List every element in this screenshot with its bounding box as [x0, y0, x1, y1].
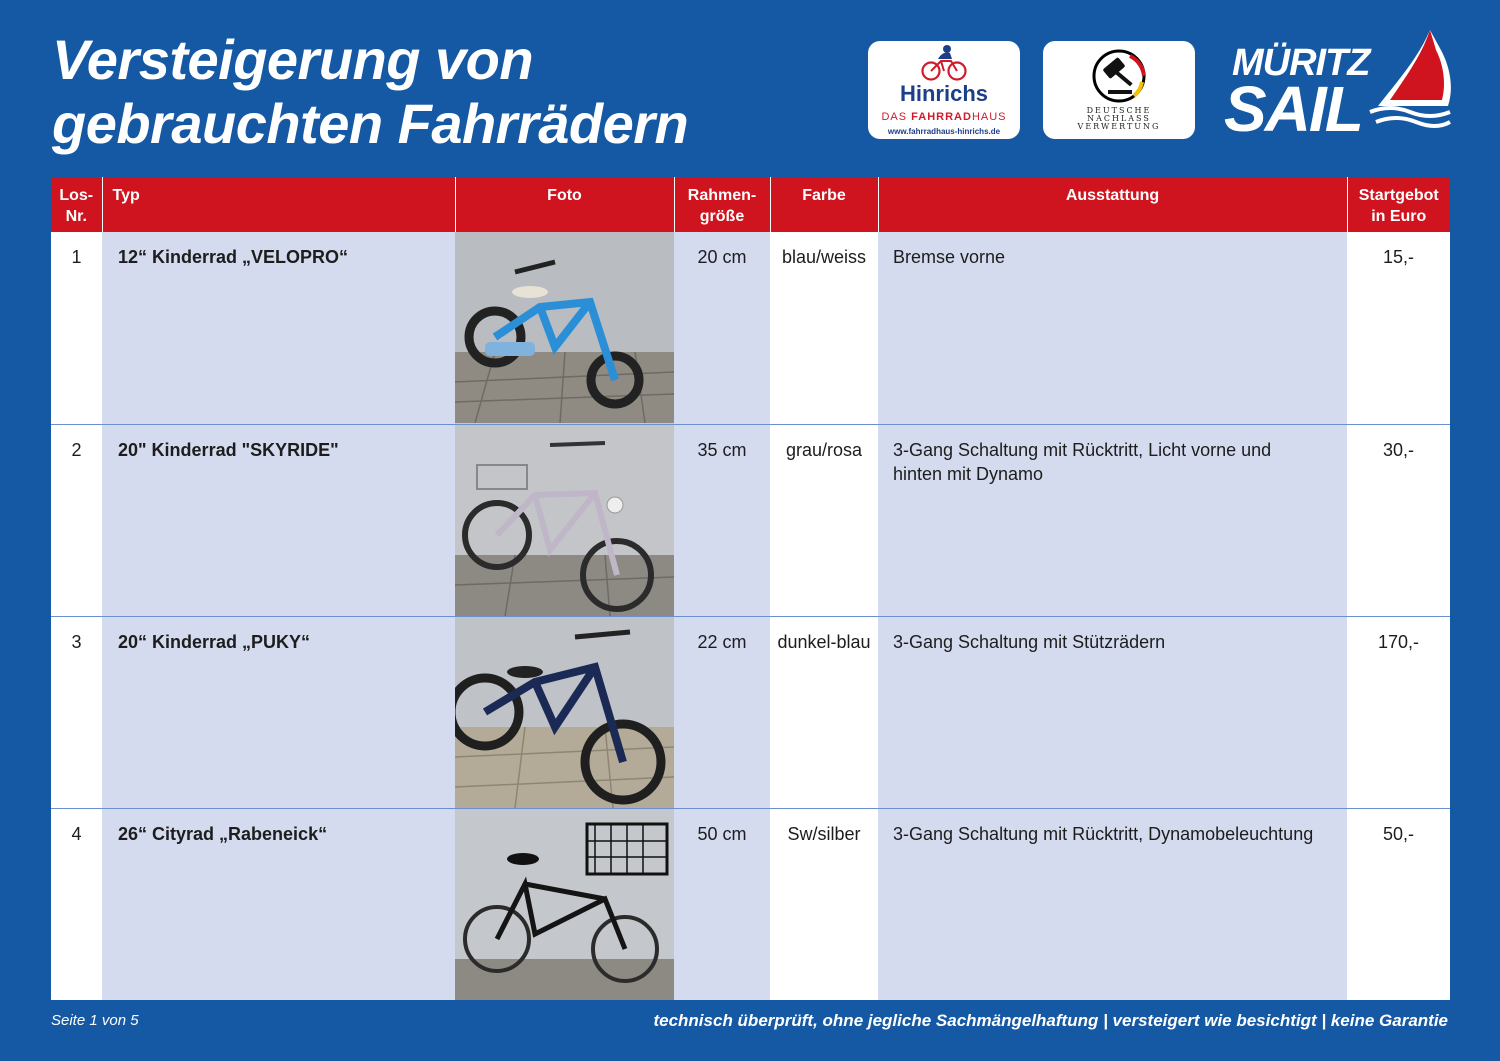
table-header-row [51, 177, 1450, 232]
bike-photo [455, 424, 674, 616]
lot-number: 4 [51, 808, 102, 1000]
mueritz-sail-logo [1220, 28, 1460, 145]
color: Sw/silber [770, 808, 878, 1000]
header-foto: Foto [455, 177, 674, 232]
bike-photo-image [455, 232, 674, 423]
table-row [51, 616, 1450, 808]
page-title [52, 28, 688, 156]
color: grau/rosa [770, 424, 878, 616]
bike-photo-image [455, 425, 674, 616]
footer-disclaimer: technisch überprüft, ohne jegliche Sachmängelhaftung | versteigert wie besichtigt | keine Garantie [653, 1011, 1448, 1030]
table-row [51, 808, 1450, 1000]
starting-bid: 15,- [1347, 232, 1450, 424]
hinrichs-url: www.fahrradhaus-hinrichs.de [887, 127, 1001, 136]
frame-size: 35 cm [674, 424, 770, 616]
bike-type: 20“ Kinderrad „PUKY“ [102, 616, 455, 808]
header-typ: Typ [102, 177, 455, 232]
bike-photo [455, 232, 674, 424]
bike-type: 26“ Cityrad „Rabeneick“ [102, 808, 455, 1000]
table-row [51, 424, 1450, 616]
title-line-1: Versteigerung von [52, 28, 534, 91]
frame-size: 22 cm [674, 616, 770, 808]
bike-photo [455, 808, 674, 1000]
bike-type: 20" Kinderrad "SKYRIDE" [102, 424, 455, 616]
header-farbe: Farbe [770, 177, 878, 232]
equipment: 3-Gang Schaltung mit Stützrädern [878, 616, 1347, 808]
lot-number: 2 [51, 424, 102, 616]
equipment: Bremse vorne [878, 232, 1347, 424]
header-rahmengroesse: Rahmen-größe [674, 177, 770, 232]
equipment: 3-Gang Schaltung mit Rücktritt, Dynamobeleuchtung [878, 808, 1347, 1000]
color: blau/weiss [770, 232, 878, 424]
color: dunkel-blau [770, 616, 878, 808]
table-row [51, 232, 1450, 424]
bike-photo-image [455, 617, 674, 808]
frame-size: 50 cm [674, 808, 770, 1000]
equipment: 3-Gang Schaltung mit Rücktritt, Licht vorne und hinten mit Dynamo [878, 424, 1347, 616]
header-los-nr: Los-Nr. [51, 177, 102, 232]
hinrichs-logo [868, 41, 1020, 139]
bike-photo-image [455, 809, 674, 1000]
lot-number: 1 [51, 232, 102, 424]
bike-type: 12“ Kinderrad „VELOPRO“ [102, 232, 455, 424]
bike-photo [455, 616, 674, 808]
page-number: Seite 1 von 5 [51, 1012, 139, 1029]
nachlass-verwertung-text: DEUTSCHE NACHLASS VERWERTUNG [1077, 106, 1161, 131]
cyclist-icon [914, 43, 974, 83]
frame-size: 20 cm [674, 232, 770, 424]
hinrichs-subtitle: DAS FAHRRADHAUS [881, 111, 1007, 123]
header-ausstattung: Ausstattung [878, 177, 1347, 232]
nachlass-verwertung-logo [1043, 41, 1195, 139]
auction-table [51, 177, 1450, 1000]
lot-number: 3 [51, 616, 102, 808]
sail-logo-line-2: SAIL [1224, 73, 1362, 145]
sail-logo-line-1: MÜRITZ [1232, 42, 1370, 84]
starting-bid: 50,- [1347, 808, 1450, 1000]
starting-bid: 30,- [1347, 424, 1450, 616]
gavel-icon [1084, 44, 1154, 104]
starting-bid: 170,- [1347, 616, 1450, 808]
header-startgebot: Startgebot in Euro [1347, 177, 1450, 232]
hinrichs-name: Hinrichs [899, 81, 989, 106]
title-line-2: gebrauchten Fahrrädern [52, 92, 689, 155]
